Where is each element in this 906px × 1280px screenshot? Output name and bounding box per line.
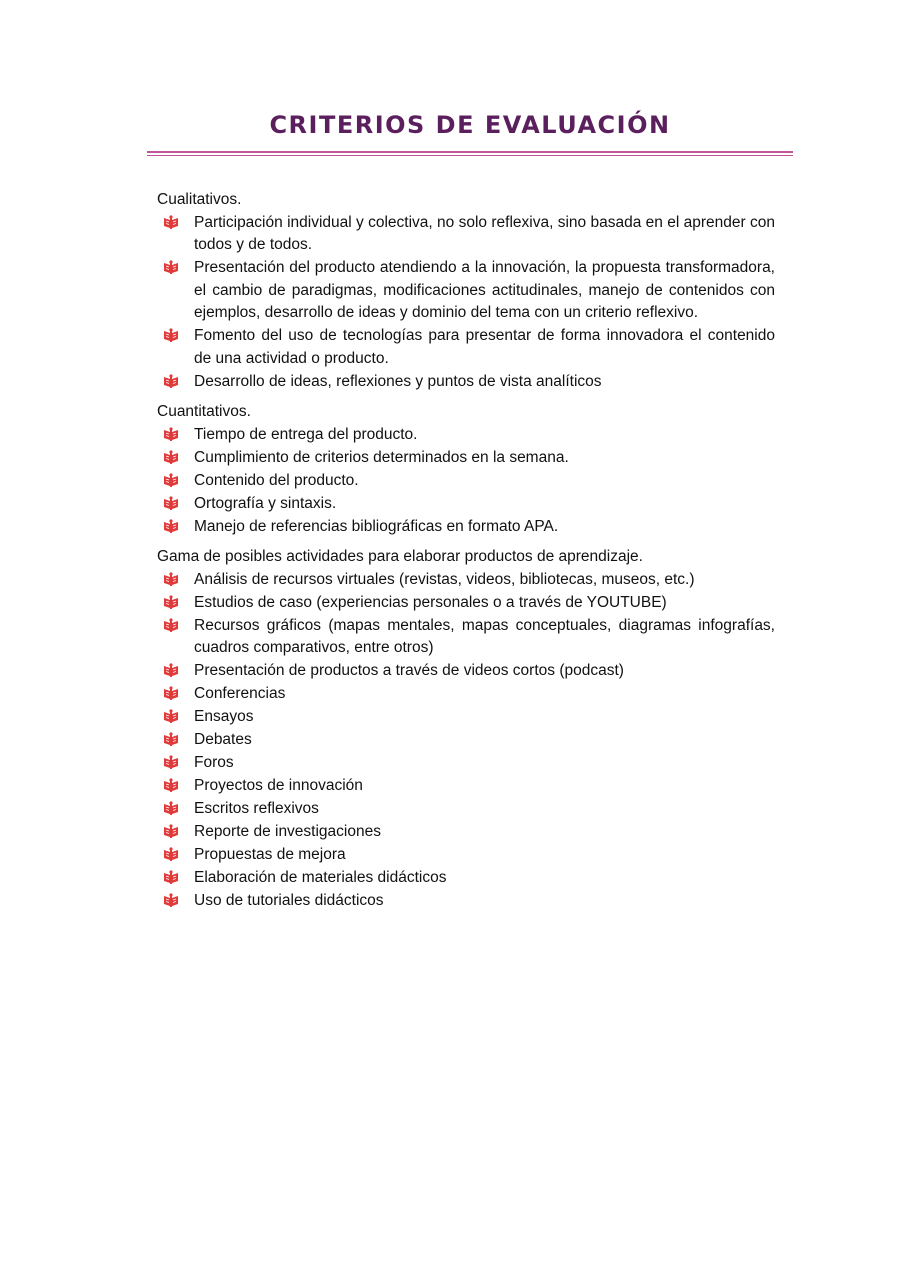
red-winged-bullet-icon [163, 496, 179, 511]
red-winged-bullet-icon [163, 778, 179, 793]
list-item-text: Presentación del producto atendiendo a la innovación, la propuesta transformadora, el cambio de paradigmas, modificaciones actitudinales, manejo de contenidos con ejemplos, desarrollo de ideas y dominio del tema con un criterio reflexivo. [194, 259, 775, 321]
criteria-list [157, 569, 775, 913]
criteria-list [157, 424, 775, 539]
list-item-text: Elaboración de materiales didácticos [194, 869, 447, 886]
list-item [157, 683, 775, 706]
list-item [157, 706, 775, 729]
list-item-text: Análisis de recursos virtuales (revistas, videos, bibliotecas, museos, etc.) [194, 570, 695, 588]
red-winged-bullet-icon [163, 427, 179, 442]
list-item [157, 212, 775, 257]
red-winged-bullet-icon [163, 824, 179, 839]
title-underline-thin [147, 155, 793, 156]
list-item [157, 752, 775, 775]
list-item-text: Manejo de referencias bibliográficas en formato APA. [194, 517, 559, 535]
list-item-text: Proyectos de innovación [194, 777, 363, 794]
list-item [157, 569, 775, 592]
red-winged-bullet-icon [163, 328, 179, 343]
red-winged-bullet-icon [163, 450, 179, 465]
criteria-section [157, 189, 775, 393]
list-item-text: Reporte de investigaciones [194, 823, 381, 840]
list-item [157, 821, 775, 844]
criteria-list [157, 212, 775, 394]
list-item [157, 424, 775, 447]
list-item [157, 592, 775, 615]
list-item-text: Participación individual y colectiva, no solo reflexiva, sino basada en el aprender con todos y de todos. [194, 213, 775, 253]
red-winged-bullet-icon [163, 618, 179, 633]
red-winged-bullet-icon [163, 519, 179, 534]
list-item [157, 844, 775, 867]
section-heading: Cualitativos. [157, 191, 242, 208]
list-item-text: Ortografía y sintaxis. [194, 494, 337, 512]
list-item [157, 660, 775, 683]
red-winged-bullet-icon [163, 847, 179, 862]
list-item [157, 470, 775, 493]
page-title: CRITERIOS DE EVALUACIÓN [269, 111, 671, 139]
red-winged-bullet-icon [163, 473, 179, 488]
list-item-text: Fomento del uso de tecnologías para presentar de forma innovadora el contenido de una actividad o producto. [194, 327, 775, 367]
list-item-text: Tiempo de entrega del producto. [194, 425, 418, 443]
red-winged-bullet-icon [163, 755, 179, 770]
title-underline-thick [147, 151, 793, 153]
list-item-text: Recursos gráficos (mapas mentales, mapas conceptuales, diagramas infografías, cuadros comparativos, entre otros) [194, 616, 775, 656]
list-item-text: Contenido del producto. [194, 471, 359, 489]
section-heading: Gama de posibles actividades para elaborar productos de aprendizaje. [157, 548, 643, 565]
list-item-text: Estudios de caso (experiencias personales o a través de YOUTUBE) [194, 593, 667, 611]
criteria-section [157, 546, 775, 913]
list-item-text: Presentación de productos a través de videos cortos (podcast) [194, 662, 624, 679]
red-winged-bullet-icon [163, 663, 179, 678]
red-winged-bullet-icon [163, 870, 179, 885]
list-item [157, 867, 775, 890]
list-item [157, 371, 775, 394]
list-item-text: Cumplimiento de criterios determinados en la semana. [194, 448, 569, 466]
list-item-text: Propuestas de mejora [194, 846, 346, 863]
list-item-text: Desarrollo de ideas, reflexiones y puntos de vista analíticos [194, 372, 602, 390]
red-winged-bullet-icon [163, 215, 179, 230]
list-item-text: Ensayos [194, 708, 254, 725]
list-item [157, 798, 775, 821]
section-heading: Cuantitativos. [157, 403, 251, 420]
list-item-text: Foros [194, 754, 234, 771]
criteria-content [157, 189, 775, 921]
red-winged-bullet-icon [163, 732, 179, 747]
red-winged-bullet-icon [163, 374, 179, 389]
list-item-text: Uso de tutoriales didácticos [194, 892, 384, 909]
red-winged-bullet-icon [163, 709, 179, 724]
red-winged-bullet-icon [163, 260, 179, 275]
list-item-text: Debates [194, 731, 252, 748]
list-item [157, 775, 775, 798]
list-item [157, 447, 775, 470]
list-item [157, 890, 775, 913]
list-item [157, 729, 775, 752]
list-item-text: Escritos reflexivos [194, 800, 319, 817]
red-winged-bullet-icon [163, 686, 179, 701]
red-winged-bullet-icon [163, 595, 179, 610]
list-item [157, 615, 775, 660]
list-item [157, 257, 775, 325]
list-item [157, 325, 775, 370]
list-item [157, 493, 775, 516]
list-item [157, 516, 775, 539]
criteria-section [157, 401, 775, 538]
red-winged-bullet-icon [163, 801, 179, 816]
list-item-text: Conferencias [194, 685, 286, 702]
red-winged-bullet-icon [163, 893, 179, 908]
red-winged-bullet-icon [163, 572, 179, 587]
